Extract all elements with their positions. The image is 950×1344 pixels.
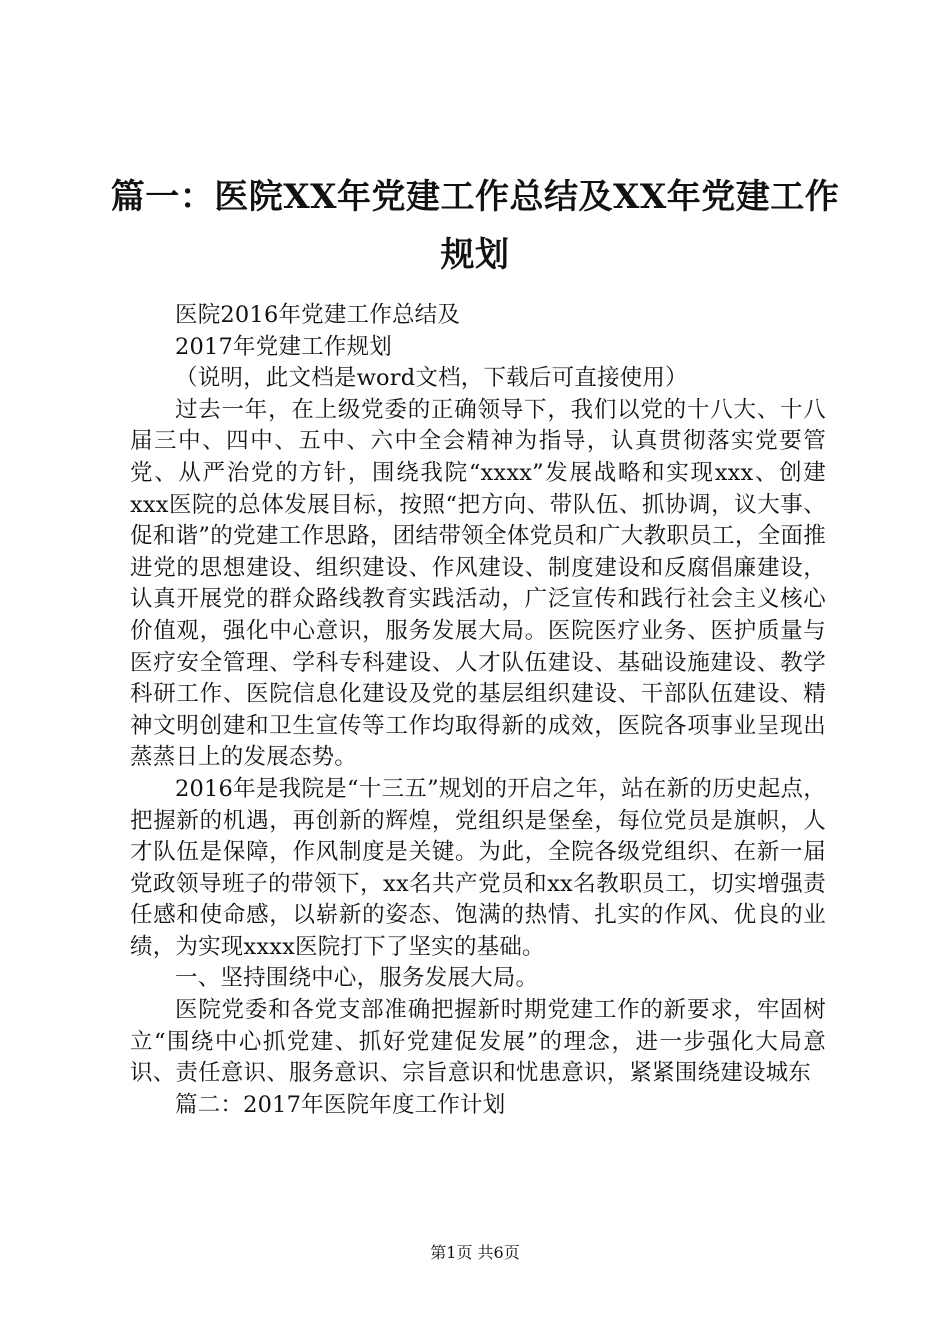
page-footer: 第1页 共6页 xyxy=(430,1243,520,1262)
section-heading: 一、坚持围绕中心，服务发展大局。 xyxy=(175,965,539,992)
section-heading: 篇二：2017年医院年度工作计划 xyxy=(175,1091,506,1118)
document-title: 篇一：医院XX年党建工作总结及XX年党建工作规划 xyxy=(110,177,840,275)
paragraph-body: 过去一年，在上级党委的正确领导下，我们以党的十八大、十八届三中、四中、五中、六中全会精神为指导，认真贯彻落实党要管党、从严治党的方针，围绕我院“xxxx”发展战略和实现xxx、创建xxx医院的总体发展目标，按照“把方向、带队伍、抓协调，议大事、促和谐”的党建工作思路，团结带领全体党员和广大教职员工，全面推进党的思想建设、组织建设、作风建设、制度建设和反腐倡廉建设，认真开展党的群众路线教育实践活动，广泛宣传和践行社会主义核心价值观，强化中心意识，服务发展大局。医院医疗业务、医护质量与医疗安全管理、学科专科建设、人才队伍建设、基础设施建设、教学科研工作、医院信息化建设及党的基层组织建设、干部队伍建设、精神文明创建和卫生宣传等工作均取得新的成效，医院各项事业呈现出蒸蒸日上的发展态势。 xyxy=(130,396,826,771)
paragraph-subtitle-line-1: 医院2016年党建工作总结及 xyxy=(175,302,461,328)
paragraph-body: 医院党委和各党支部准确把握新时期党建工作的新要求，牢固树立“围绕中心抓党建、抓好党建促发展”的理念，进一步强化大局意识、责任意识、服务意识、宗旨意识和忧患意识，紧紧围绕建设城东 xyxy=(130,997,826,1087)
paragraph-body: 2016年是我院是“十三五”规划的开启之年，站在新的历史起点，把握新的机遇，再创新的辉煌，党组织是堡垒，每位党员是旗帜，人才队伍是保障，作风制度是关键。为此，全院各级党组织、在新一届党政领导班子的带领下，xx名共产党员和xx名教职员工，切实增强责任感和使命感，以崭新的姿态、饱满的热情、扎实的作风、优良的业绩，为实现xxxx医院打下了坚实的基础。 xyxy=(130,775,826,960)
paragraph-subtitle-line-2: 2017年党建工作规划 xyxy=(175,333,392,360)
paragraph-note: （说明，此文档是word文档，下载后可直接使用） xyxy=(175,365,688,392)
document-body xyxy=(130,300,826,1121)
